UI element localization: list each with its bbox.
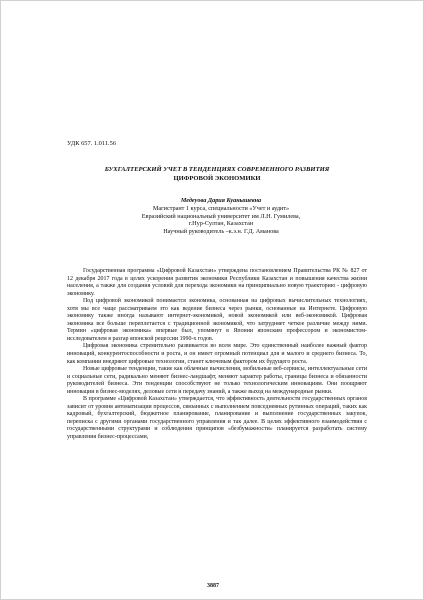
paragraph: В программе «Цифровой Казахстан» утверждается, что эффективность деятельности государственных органов зависит от уровня автоматизации процессов, связанных с выполнением повседневных рутинных операций, таких как кадровый, бухгалтерский, бюджетное планирование, планирование и выполнение государственных закупок, переписка с другими органами государственного управления и так далее. В целях эффективного взаимодействия с государственными структурами и соблюдения принципов «безбумажности» планируется разработать систему управления бизнес-процессами, bbox=[67, 396, 367, 441]
title-line-2: ЦИФРОВОЙ ЭКОНОМИКИ bbox=[173, 174, 261, 182]
paragraph: Цифровая экономика стремительно развивается во всем мире. Это единственный наиболее важный фактор инноваций, конкурентоспособности и роста, и он имеет огромный потенциал для и малого и среднего бизнеса. То, как компании внедряют цифровые технологии, станет ключевым фактором их будущего роста. bbox=[67, 343, 367, 365]
author-university: Евразийский национальный университет им Л.Н. Гумилева, bbox=[141, 212, 301, 220]
author-city: г.Нур-Султан, Казахстан bbox=[188, 220, 254, 228]
paragraph: Новые цифровые тенденции, такие как облачные вычисления, мобильные веб-сервисы, интеллектуальные сети и социальные сети, радикально меняют бизнес-ландшафт, меняют характер работы, границы бизнеса и обязанности руководителей бизнеса. Эти тенденции способствуют не только технологическим инновациям. Они поощряют инновации в бизнес-моделях, деловые сети и передачу знаний, а также выход на международные рынки. bbox=[67, 366, 367, 395]
udk-code: УДК 657. 1.011.56 bbox=[67, 140, 117, 147]
page-number: 3887 bbox=[207, 583, 219, 589]
paragraph: Государственная программа «Цифровой Казахстан» утверждена постановлением Правительства РК № 827 от 12 декабря 2017 года в целях ускорения развития экономики Республики Казахстан и повышения качества жизни населения, а также для создания условий для перехода экономики на принципиально новую траекторию - цифровую экономику. bbox=[67, 268, 367, 297]
author-position: Магистрант 1 курса, специальности «Учет и аудит» bbox=[152, 204, 290, 212]
author-block bbox=[81, 197, 361, 236]
paragraph: Под цифровой экономикой понимается экономика, основанная на цифровых вычислительных технологиях, хотя мы все чаще рассматриваем это как ведение бизнеса через рынки, основанные на Интернете. Цифровую экономику также иногда называют интернет-экономикой, новой экономикой или веб-экономикой. Цифровая экономика все больше переплетается с традиционной экономикой, что затрудняет четкое различие между ними. Термин «цифровая экономика» впервые был, упомянут в Японии японским профессором и экономистом-исследователем в разгар японской рецессии 1990-х годов. bbox=[67, 298, 367, 342]
article-body bbox=[67, 268, 367, 442]
author-supervisor: Научный руководитель –к.э.н. Г.Д. Аманова bbox=[163, 228, 279, 236]
title-line-1: БУХГАЛТЕРСКИЙ УЧЕТ В ТЕНДЕНЦИЯХ СОВРЕМЕННОГО РАЗВИТИЯ bbox=[104, 166, 330, 173]
author-name: Медеуова Дария Куанышевна bbox=[180, 197, 262, 204]
article-title bbox=[59, 166, 375, 183]
